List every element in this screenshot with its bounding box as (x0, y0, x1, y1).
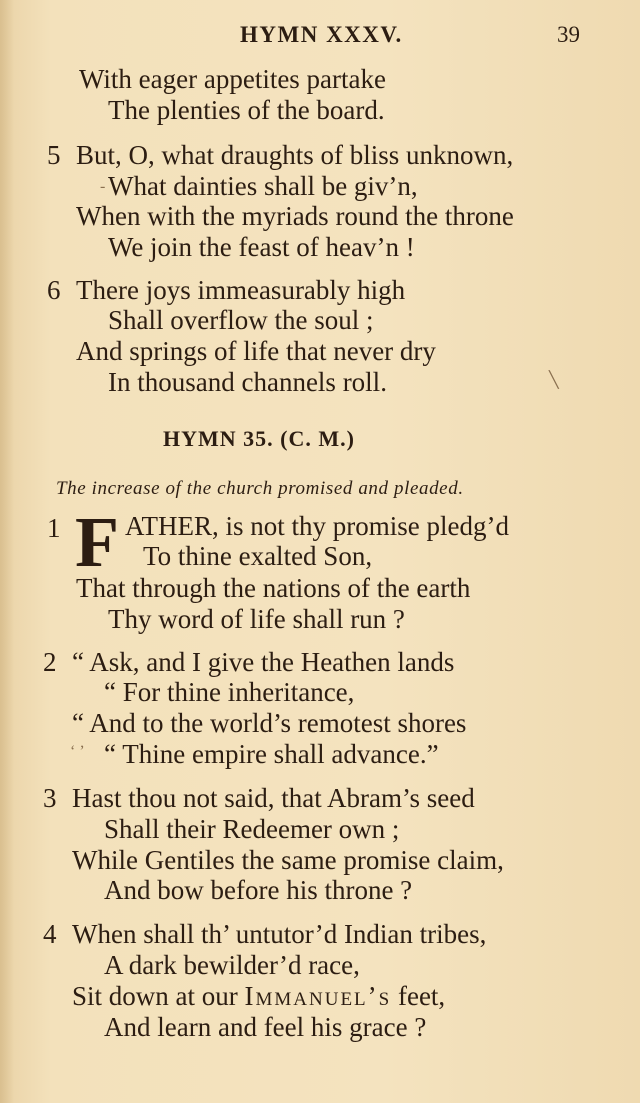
verse3-line-3: While Gentiles the same promise claim, (72, 845, 504, 875)
verse6-line-1: There joys immeasurably high (76, 275, 406, 305)
verse5-line-4: We join the feast of heav’n ! (108, 232, 415, 262)
verse2-line-4: “ Thine empire shall advance.” (104, 739, 439, 769)
ink-speck: ‘ ’ (70, 743, 85, 760)
verse-number-3: 3 (43, 783, 57, 813)
verse3-line-4: And bow before his throne ? (104, 875, 413, 905)
verse-number-6: 6 (47, 275, 61, 305)
immanuel-small-caps: Immanuel’s (244, 981, 392, 1011)
verse4-line-1: When shall th’ untutor’d Indian tribes, (72, 919, 487, 949)
verse5-line-1: But, O, what draughts of bliss unknown, (76, 140, 514, 170)
verse6-line-3: And springs of life that never dry (76, 336, 436, 366)
page-gutter-shadow (0, 0, 14, 1103)
verse5-line-2: What dainties shall be giv’n, (108, 171, 418, 201)
verse-number-2: 2 (43, 647, 57, 677)
verse6-line-4: In thousand channels roll. (108, 367, 387, 397)
verse2-line-3: “ And to the world’s remotest shores (72, 708, 467, 738)
verse4-line-3 (72, 980, 445, 1012)
verse-number-1: 1 (47, 513, 61, 543)
verse1-line-4: Thy word of life shall run ? (108, 604, 405, 634)
ink-speck: ╲ (549, 372, 559, 389)
verse-number-4: 4 (43, 919, 57, 949)
verse3-line-2: Shall their Redeemer own ; (104, 814, 400, 844)
continuation-line-1: With eager appetites partake (79, 64, 387, 94)
verse6-line-2: Shall overflow the soul ; (108, 305, 374, 335)
verse4-line-3-start: Sit down at our (72, 981, 245, 1011)
verse2-line-1: “ Ask, and I give the Heathen lands (72, 647, 455, 677)
verse-number-5: 5 (47, 140, 61, 170)
verse3-line-1: Hast thou not said, that Abram’s seed (72, 783, 475, 813)
verse2-line-2: “ For thine inheritance, (104, 677, 355, 707)
verse4-line-2: A dark bewilder’d race, (104, 950, 360, 980)
verse1-line-3: That through the nations of the earth (76, 573, 471, 603)
page-header (0, 22, 640, 56)
page-number: 39 (557, 22, 580, 47)
hymn-subtitle: The increase of the church promised and pleaded. (56, 478, 464, 499)
verse4-line-4: And learn and feel his grace ? (104, 1012, 427, 1042)
drop-cap: F (75, 502, 119, 582)
ink-speck: - (100, 178, 106, 195)
verse1-line-1: ATHER, is not thy promise pledg’d (125, 511, 509, 541)
continuation-line-2: The plenties of the board. (108, 95, 385, 125)
page-bottom-edge (0, 1080, 640, 1103)
verse1-line-2: To thine exalted Son, (143, 541, 373, 571)
running-head: HYMN XXXV. (240, 22, 403, 47)
hymn-title: HYMN 35. (C. M.) (163, 426, 355, 451)
verse5-line-3: When with the myriads round the throne (76, 201, 514, 231)
verse4-line-3-end: feet, (391, 981, 446, 1011)
